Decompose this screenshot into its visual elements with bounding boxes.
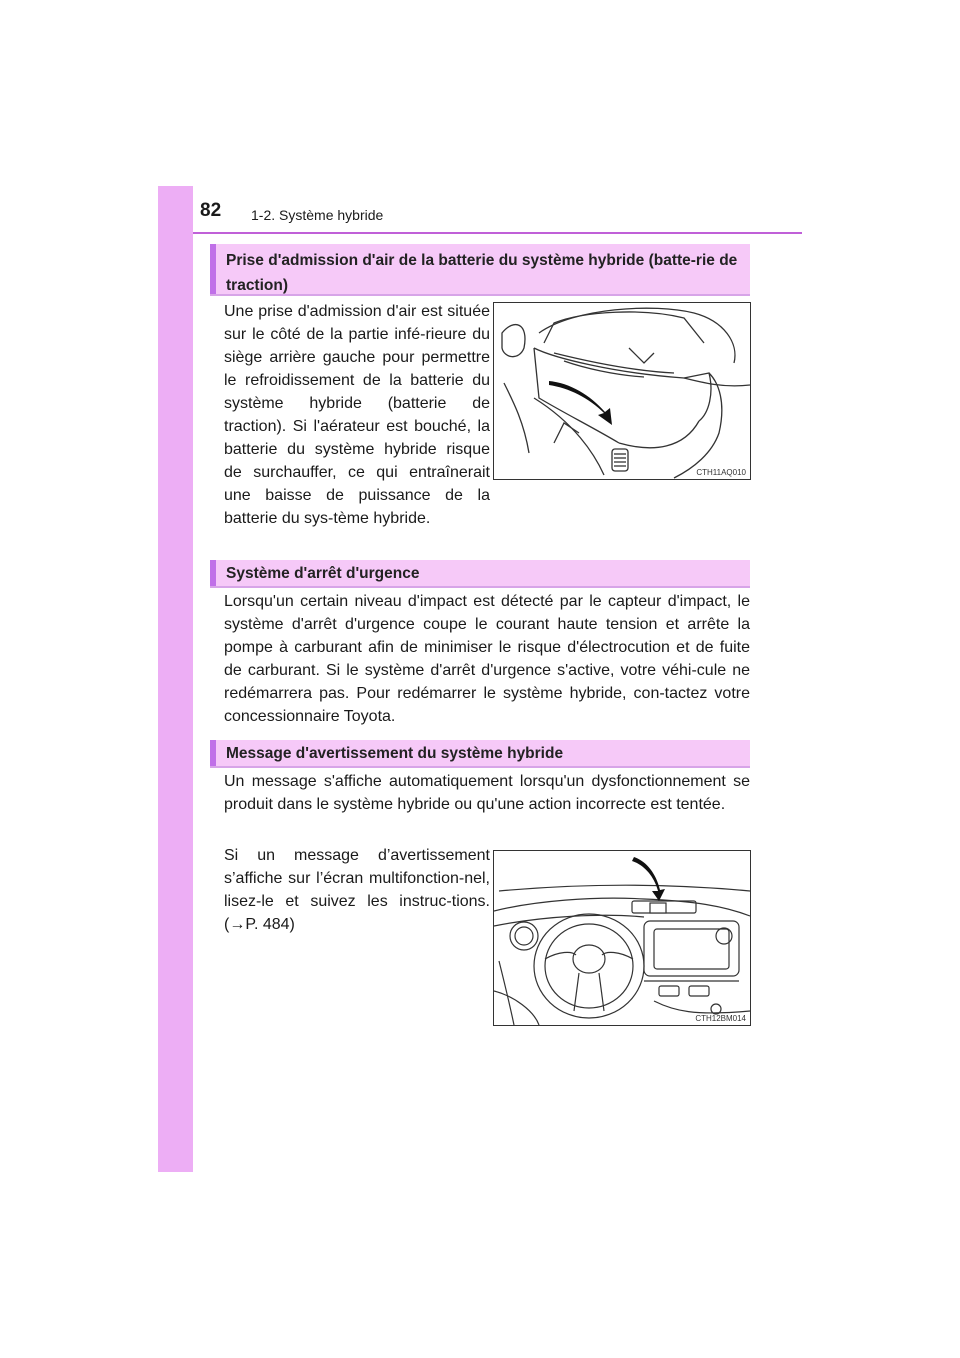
side-thumb-strip (158, 186, 193, 1172)
air-intake-paragraph: Une prise d'admission d'air est située sur le côté de la partie infé-rieure du siège arrière gauche pour permettre le refroidissement de la batterie du système hybride (batterie de traction). Si l'aérateur est bouché, la batterie du système hybride risque de surchauffer, ce qui entraînerait une baisse de puissance de la batterie du sys-tème hybride. (224, 303, 490, 527)
dashboard-illustration (494, 851, 750, 1025)
rear-seat-figure (493, 302, 751, 480)
warning-message-paragraph: Un message s'affiche automatiquement lorsqu'un dysfonctionnement se produit dans le système hybride ou qu'une action incorrecte est tentée. (224, 773, 750, 813)
section-heading-warning-message: Message d'avertissement du système hybride (210, 740, 750, 766)
page-number: 82 (200, 200, 222, 221)
header-rule (193, 232, 802, 234)
warning-message-instructions: Si un message d’avertissement s’affiche sur l’écran multifonction-nel, lisez-le et suivez les instruc-tions. (→P. 484) (224, 847, 490, 933)
dashboard-figure (493, 850, 751, 1026)
chapter-title: 1-2. Système hybride (251, 207, 384, 223)
figure-code-1: CTH11AQ010 (696, 468, 746, 477)
section-heading-emergency-shutoff: Système d'arrêt d'urgence (210, 560, 750, 586)
emergency-shutoff-paragraph: Lorsqu'un certain niveau d'impact est détecté par le capteur d'impact, le système d'arrêt d'urgence coupe le courant haute tension et arrête la pompe à carburant afin de minimiser le risque d'électrocution et de fuite de carburant. Si le système d'arrêt d'urgence s'active, votre véhi-cule ne redémarrera pas. Pour redémarrer le système hybride, con-tactez votre concessionnaire Toyota. (224, 593, 750, 725)
rear-seat-illustration (494, 303, 750, 479)
section-heading-air-intake: Prise d'admission d'air de la batterie du système hybride (batte-rie de traction) (210, 244, 750, 294)
figure-code-2: CTH12BM014 (695, 1014, 746, 1023)
